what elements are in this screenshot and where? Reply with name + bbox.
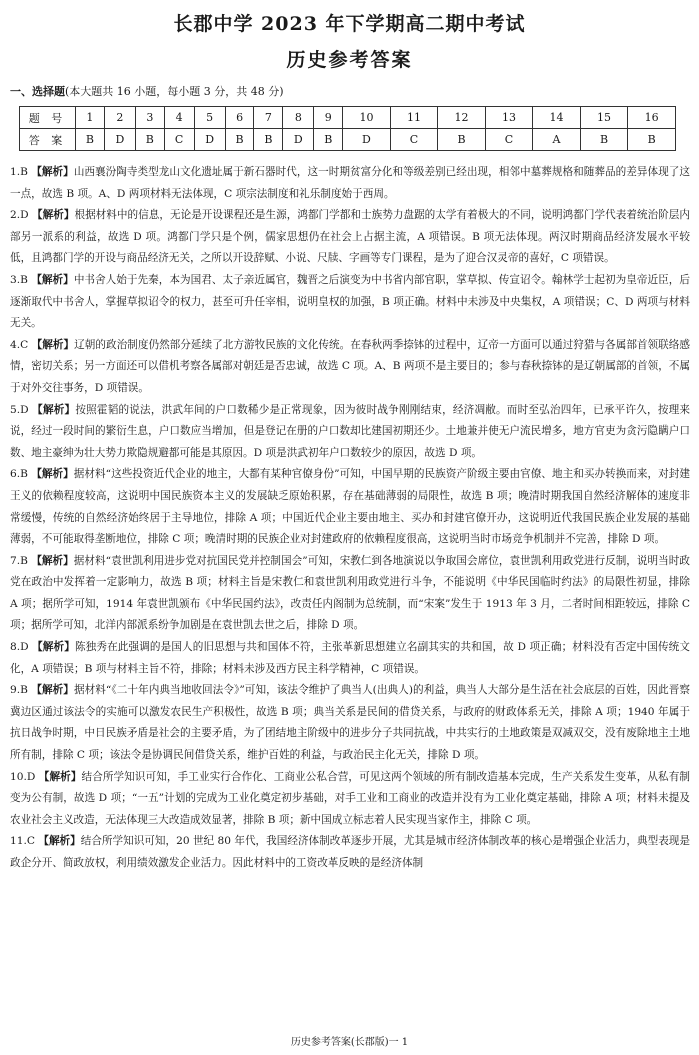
answer-table [19,106,676,151]
question-number-cell: 2 [104,107,135,129]
answer-cell: D [104,129,135,151]
section-heading-label: 一、选择题 [10,85,65,98]
answer-table-row-label: 答 案 [20,129,76,151]
explanation-item [10,831,690,874]
answer-cell: C [164,129,194,151]
question-number-cell: 6 [225,107,254,129]
explanation-text: 根据材料中的信息，无论是开设课程还是生源，鸿都门学都和士族势力盘踞的太学有着极大的不同，说明鸿都门学代表着统治阶层内部另一派系的利益，故选 D 项。鸿都门学只是个例，儒家思想仍在社会上占据主流，A 项错误。B 项无法体现。两汉时期商品经济发展水平较低，且鸿都门学的开设与商品经济无关，之所以开设辞赋、小说、尺牍、字画等专门课程，是为了迎合汉灵帝的喜好，C 项错误。 [10,209,690,265]
explanation-item [10,205,690,270]
explanation-number: 3.B [10,273,28,286]
answer-cell: B [580,129,628,151]
answer-cell: B [438,129,486,151]
explanation-number: 7.B [10,554,28,567]
explanation-text: 据材料“《二十年内典当地收回法令》”可知，该法令维护了典当人(出典人)的利益，典当人大部分是生活在社会底层的百姓，因此晋察冀边区通过该法令的实施可以激发农民生产积极性，故选 B 项；典当关系是民间的借贷关系，与政府的财政体系无关，排除 A 项；1940 年属于抗日战争时期，中日民族矛盾是社会的主要矛盾，为了团结地主阶级中的进步分子共同抗战，中共实行的土地政策是双减双交，没有废除地主土地所有制，排除 C 项；该法令是协调民间借贷关系，维护百姓的利益，与政治民主化无关，排除 D 项。 [10,684,690,762]
answer-cell: D [194,129,225,151]
answer-table-number-row [20,107,676,129]
answer-table-answer-row [20,129,676,151]
explanation-tag: 【解析】 [32,209,75,222]
question-number-cell: 8 [283,107,314,129]
answer-cell: B [225,129,254,151]
question-number-cell: 11 [390,107,438,129]
answer-cell: C [390,129,438,151]
answer-cell: B [314,129,343,151]
explanation-number: 9.B [10,684,28,697]
explanation-text: 结合所学知识可知，20 世纪 80 年代，我国经济体制改革逐步开展，尤其是城市经济体制改革的核心是增强企业活力，典型表现是政企分开、简政放权，利用绩效激发企业活力。因此材料中的工资改革反映的是经济体制 [10,835,690,869]
answer-cell: B [628,129,676,151]
question-number-cell: 5 [194,107,225,129]
answer-cell: B [254,129,283,151]
explanation-number: 5.D [10,403,29,416]
section-heading [10,83,284,99]
explanation-item [10,767,690,832]
question-number-cell: 13 [485,107,533,129]
explanation-number: 10.D [10,770,36,783]
explanation-item [10,637,690,680]
explanation-tag: 【解析】 [38,835,81,848]
explanation-item [10,335,690,400]
explanation-number: 4.C [10,338,29,351]
explanation-number: 8.D [10,641,29,654]
answer-cell: D [343,129,391,151]
answer-cell: A [533,129,581,151]
explanation-number: 6.B [10,468,28,481]
explanation-text: 陈独秀在此强调的是国人的旧思想与共和国体不符，主张革新思想建立名副其实的共和国，故 D 项正确；材料没有否定中国传统文化，A 项错误；B 项与材料主旨不符，排除；材料未涉及西方民主科学精神，C 项错误。 [10,641,690,675]
question-number-cell: 10 [343,107,391,129]
explanation-number: 1.B [10,166,28,178]
explanation-item [10,270,690,335]
explanation-item [10,162,690,205]
section-heading-note: (本大题共 16 小题，每小题 3 分，共 48 分) [65,85,284,98]
page-title: 长郡中学 2023 年下学期高二期中考试 [173,13,526,35]
question-number-cell: 12 [438,107,486,129]
explanation-list [10,162,690,875]
explanation-tag: 【解析】 [31,468,74,481]
explanation-tag: 【解析】 [38,770,82,783]
answer-cell: D [283,129,314,151]
explanation-number: 2.D [10,209,29,222]
explanation-text: 按照霍韬的说法，洪武年间的户口数稀少是正常现象，因为彼时战争刚刚结束，经济凋敝。而时至弘治四年，已承平许久，按理来说，经过一段时间的繁衍生息，户口数应当增加，但是登记在册的户口数却比建国初期还少。土地兼并使无户流民增多，地方官吏为贪污隐瞒户口数、地主豪绅为壮大势力欺隐规避都可能是其原因。D 项是洪武初年户口数较少的原因，故选 D 项。 [10,403,690,459]
answer-cell: B [135,129,164,151]
question-number-cell: 15 [580,107,628,129]
answer-table-row-label: 题 号 [20,107,76,129]
explanation-text: 山西襄汾陶寺类型龙山文化遗址属于新石器时代，这一时期贫富分化和等级差别已经出现，相邻中墓葬规格和随葬品的差异体现了这一点，故选 B 项。A、D 两项材料无法体现，C 项宗法制度和礼乐制度始于西周。 [10,166,690,200]
answer-cell: B [76,129,105,151]
explanation-text: 据材料“这些投资近代企业的地主，大都有某种官僚身份”可知，中国早期的民族资产阶级主要由官僚、地主和买办转换而来，对封建王义的依赖程度较高，这说明中国民族资本主义的发展缺乏原始积累，存在基础薄弱的局限性，故选 B 项；晚清时期我国自然经济解体的速度非常缓慢，传统的自然经济始终居于主导地位，排除 A 项；中国近代企业主要由地主、买办和封建官僚开办，这说明近代我国民族企业发展的基础薄弱，不可能取得垄断地位，排除 C 项；晚清时期的民族企业对封建政府的依赖程度很高，这说明当时市场竞争机制并不完善，排除 D 项。 [10,468,691,546]
explanation-number: 11.C [10,835,35,848]
explanation-text: 结合所学知识可知，手工业实行合作化、工商业公私合营，可见这两个领域的所有制改造基本完成，生产关系发生变革，从私有制变为公有制，故选 D 项；“一五”计划的完成为工业化奠定初步基础，对手工业和工商业的改造并没有为工业化奠定基础，排除 A 项；材料未提及农业社会主义改造，无法体现三大改造成效显著，排除 B 项；新中国成立标志着人民实现当家作主，排除 C 项。 [10,770,691,826]
explanation-item [10,464,690,550]
explanation-item [10,551,690,637]
explanation-tag: 【解析】 [32,403,76,416]
explanation-tag: 【解析】 [31,273,74,286]
explanation-text: 辽朝的政治制度仍然部分延续了北方游牧民族的文化传统。在春秋两季捺钵的过程中，辽帝一方面可以通过狩猎与各属部首领联络感情，密切关系；另一方面还可以借机考察各属部对朝廷是否忠诚，故选 C 项。A、B 两项不是主要目的；参与春秋捺钵的是辽朝属部的首领，不属于对外交往事务，D 项错误。 [10,338,691,394]
explanation-text: 中书舍人始于先秦，本为国君、太子亲近属官，魏晋之后演变为中书省内部官职，掌草拟、传宣诏令。翰林学士起初为皇帝近臣，后逐渐取代中书舍人，掌握草拟诏令的权力，甚至可升任宰相，说明皇权的加强，B 项正确。材料中未涉及中央集权，A 项错误；C、D 两项与材料无关。 [10,273,690,330]
explanation-tag: 【解析】 [31,338,75,351]
question-number-cell: 14 [533,107,581,129]
explanation-tag: 【解析】 [31,166,74,178]
explanation-text: 据材料“袁世凯利用进步党对抗国民党并控制国会”可知，宋教仁到各地演说以争取国会席位，袁世凯利用政党进行反制，说明当时政党在政治中发挥着一定影响力，故选 B 项；材料主旨是宋教仁和袁世凯利用政党进行斗争，不能说明《中华民国临时约法》的局限性初显，排除 A 项；据所学可知，1914 年袁世凯颁布《中华民国约法》，改责任内阁制为总统制，而“宋案”发生于 1913 年 3 月，二者时间相距较远，排除 C 项；据所学可知，北洋内部派系纷争加剧是在袁世凯去世之后，排除 D 项。 [10,554,691,632]
explanation-item [10,400,690,465]
answer-cell: C [485,129,533,151]
question-number-cell: 9 [314,107,343,129]
question-number-cell: 1 [76,107,105,129]
explanation-item [10,680,690,766]
explanation-tag: 【解析】 [32,641,75,654]
question-number-cell: 3 [135,107,164,129]
question-number-cell: 7 [254,107,283,129]
question-number-cell: 16 [628,107,676,129]
explanation-tag: 【解析】 [31,684,74,697]
question-number-cell: 4 [164,107,194,129]
page-subtitle: 历史参考答案 [286,49,413,71]
explanation-tag: 【解析】 [31,554,74,567]
page-footer: 历史参考答案(长郡版)一 1 [290,1037,409,1048]
